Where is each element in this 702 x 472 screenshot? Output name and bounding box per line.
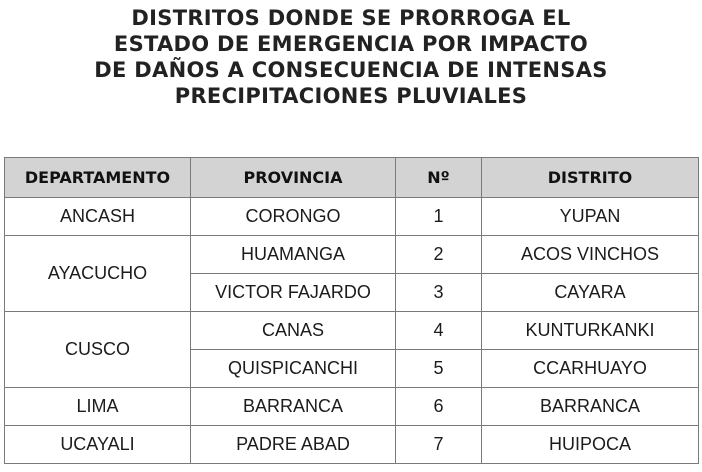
distrito-cell: HUIPOCA	[482, 426, 699, 464]
provincia-cell: CANAS	[191, 312, 396, 350]
numero-cell: 7	[396, 426, 482, 464]
numero-cell: 2	[396, 236, 482, 274]
distrito-cell: ACOS VINCHOS	[482, 236, 699, 274]
header-departamento: DEPARTAMENTO	[5, 158, 191, 198]
table-row	[5, 312, 699, 350]
table-row	[5, 236, 699, 274]
distrito-cell: BARRANCA	[482, 388, 699, 426]
departamento-cell: LIMA	[5, 388, 191, 426]
title-line: DE DAÑOS A CONSECUENCIA DE INTENSAS	[94, 58, 608, 82]
departamento-cell: CUSCO	[5, 312, 191, 388]
departamento-cell: UCAYALI	[5, 426, 191, 464]
distrito-cell: CAYARA	[482, 274, 699, 312]
provincia-cell: PADRE ABAD	[191, 426, 396, 464]
table-header-row	[5, 158, 699, 198]
document-title	[0, 5, 702, 109]
departamento-cell: AYACUCHO	[5, 236, 191, 312]
header-numero: Nº	[396, 158, 482, 198]
distrito-cell: YUPAN	[482, 198, 699, 236]
provincia-cell: QUISPICANCHI	[191, 350, 396, 388]
table-row	[5, 388, 699, 426]
table-row	[5, 426, 699, 464]
numero-cell: 3	[396, 274, 482, 312]
numero-cell: 4	[396, 312, 482, 350]
header-distrito: DISTRITO	[482, 158, 699, 198]
title-line: DISTRITOS DONDE SE PRORROGA EL	[131, 6, 571, 30]
departamento-cell: ANCASH	[5, 198, 191, 236]
title-line: ESTADO DE EMERGENCIA POR IMPACTO	[113, 32, 589, 56]
provincia-cell: VICTOR FAJARDO	[191, 274, 396, 312]
provincia-cell: HUAMANGA	[191, 236, 396, 274]
distrito-cell: KUNTURKANKI	[482, 312, 699, 350]
numero-cell: 1	[396, 198, 482, 236]
provincia-cell: CORONGO	[191, 198, 396, 236]
numero-cell: 6	[396, 388, 482, 426]
table-row	[5, 198, 699, 236]
header-provincia: PROVINCIA	[191, 158, 396, 198]
provincia-cell: BARRANCA	[191, 388, 396, 426]
districts-table	[4, 157, 699, 464]
title-line: PRECIPITACIONES PLUVIALES	[174, 84, 528, 108]
numero-cell: 5	[396, 350, 482, 388]
distrito-cell: CCARHUAYO	[482, 350, 699, 388]
